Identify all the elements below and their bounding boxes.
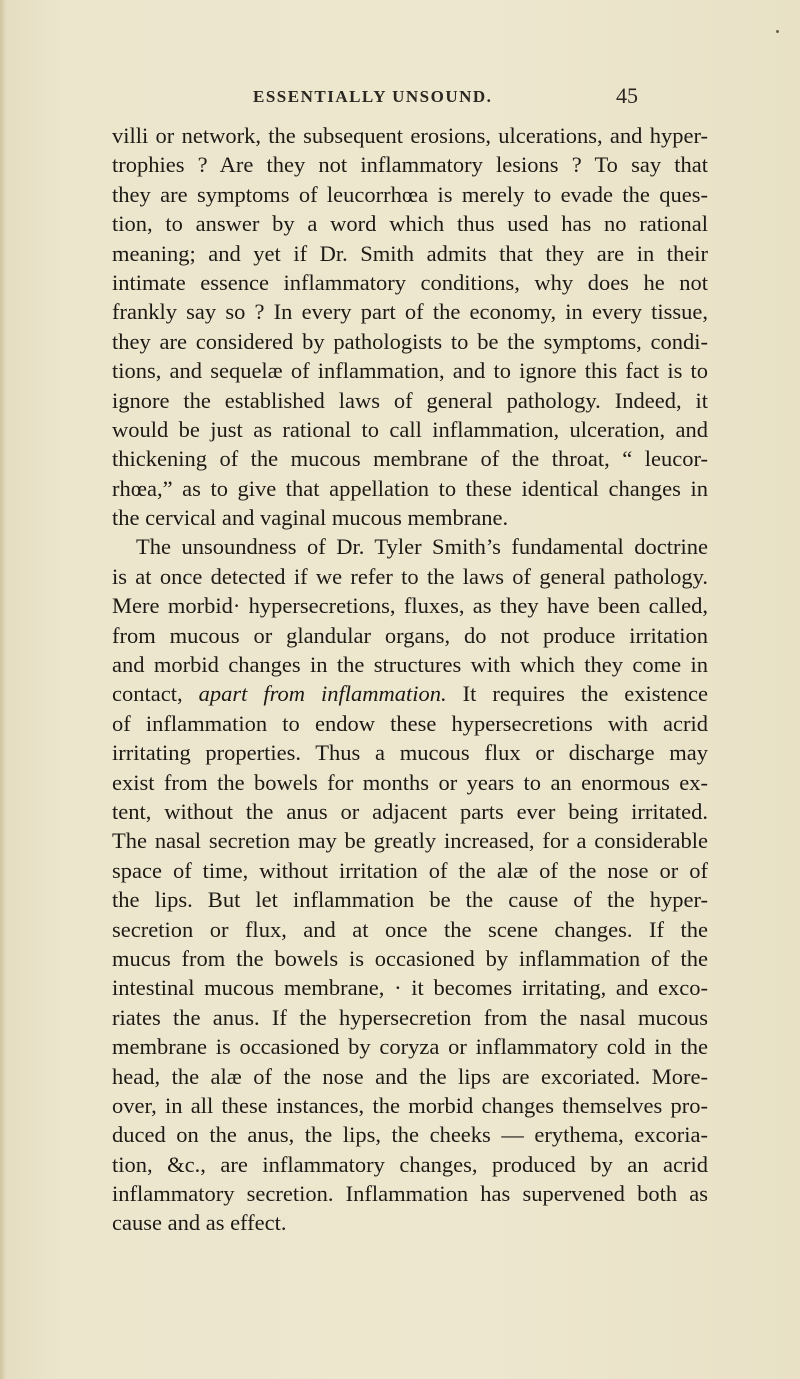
text-line: inflammatory secretion. Inflammation has supervened both as — [112, 1181, 708, 1207]
text-line: cause and as effect. — [112, 1210, 287, 1236]
text-segment: It requires the existence — [462, 681, 709, 707]
text-line: and morbid changes in the structures with which they come in — [112, 652, 708, 678]
text-line: The nasal secretion may be greatly increased, for a considerable — [112, 828, 708, 854]
text-line: frankly say so ? In every part of the economy, in every tissue, — [112, 299, 708, 325]
text-segment: contact, — [112, 681, 183, 707]
text-line: villi or network, the subsequent erosions, ulcerations, and hyper- — [112, 123, 708, 148]
text-line-mixed — [112, 679, 708, 708]
text-line: exist from the bowels for months or years to an enormous ex- — [112, 769, 708, 795]
text-line: the cervical and vaginal mucous membrane. — [112, 505, 509, 531]
text-line: the lips. But let inflammation be the cause of the hyper- — [112, 887, 708, 913]
text-line: of inflammation to endow these hypersecretions with acrid — [112, 710, 708, 736]
paper-speck — [776, 30, 779, 33]
text-line: The unsoundness of Dr. Tyler Smith’s fundamental doctrine — [136, 534, 708, 560]
text-line: ignore the established laws of general pathology. Indeed, it — [112, 387, 708, 413]
text-line: intestinal mucous membrane, · it becomes irritating, and exco- — [112, 975, 708, 1001]
text-line: intimate essence inflammatory conditions, why does he not — [112, 269, 708, 295]
text-line: would be just as rational to call inflammation, ulceration, and — [112, 416, 708, 442]
text-line: membrane is occasioned by coryza or inflammatory cold in the — [112, 1034, 708, 1060]
text-line: they are symptoms of leucorrhœa is merely to evade the ques- — [112, 181, 708, 207]
text-line: they are considered by pathologists to be the symptoms, condi- — [112, 328, 708, 354]
body-text — [112, 121, 708, 1238]
text-line: irritating properties. Thus a mucous flux or discharge may — [112, 740, 708, 766]
text-line: tions, and sequelæ of inflammation, and to ignore this fact is to — [112, 358, 708, 384]
text-line: secretion or flux, and at once the scene changes. If the — [112, 916, 708, 942]
running-head: ESSENTIALLY UNSOUND. — [253, 87, 493, 106]
text-line: duced on the anus, the lips, the cheeks — erythema, excoria- — [112, 1122, 708, 1148]
text-line: tion, to answer by a word which thus used has no rational — [112, 211, 708, 237]
text-line: riates the anus. If the hypersecretion from the nasal mucous — [112, 1004, 708, 1030]
text-line: thickening of the mucous membrane of the throat, “ leucor- — [112, 446, 708, 472]
text-line: rhœa,” as to give that appellation to these identical changes in — [112, 475, 708, 501]
text-line: mucus from the bowels is occasioned by inflammation of the — [112, 945, 708, 971]
page-edge — [0, 0, 6, 1379]
text-line: tion, &c., are inflammatory changes, produced by an acrid — [112, 1151, 708, 1177]
text-line: over, in all these instances, the morbid changes themselves pro- — [112, 1092, 708, 1118]
page-number: 45 — [616, 83, 638, 108]
text-line: Mere morbid· hypersecretions, fluxes, as they have been called, — [112, 593, 708, 619]
page-header — [253, 85, 673, 115]
text-line: from mucous or glandular organs, do not produce irritation — [112, 622, 708, 648]
text-line: space of time, without irritation of the alæ of the nose or of — [112, 857, 708, 883]
text-line: meaning; and yet if Dr. Smith admits that they are in their — [112, 240, 708, 266]
text-line: tent, without the anus or adjacent parts ever being irritated. — [112, 798, 708, 824]
text-line: trophies ? Are they not inflammatory lesions ? To say that — [112, 152, 708, 178]
text-line: head, the alæ of the nose and the lips are excoriated. More- — [112, 1063, 708, 1089]
text-line: is at once detected if we refer to the laws of general pathology. — [112, 563, 708, 589]
italic-phrase: apart from inflammation. — [198, 681, 447, 707]
